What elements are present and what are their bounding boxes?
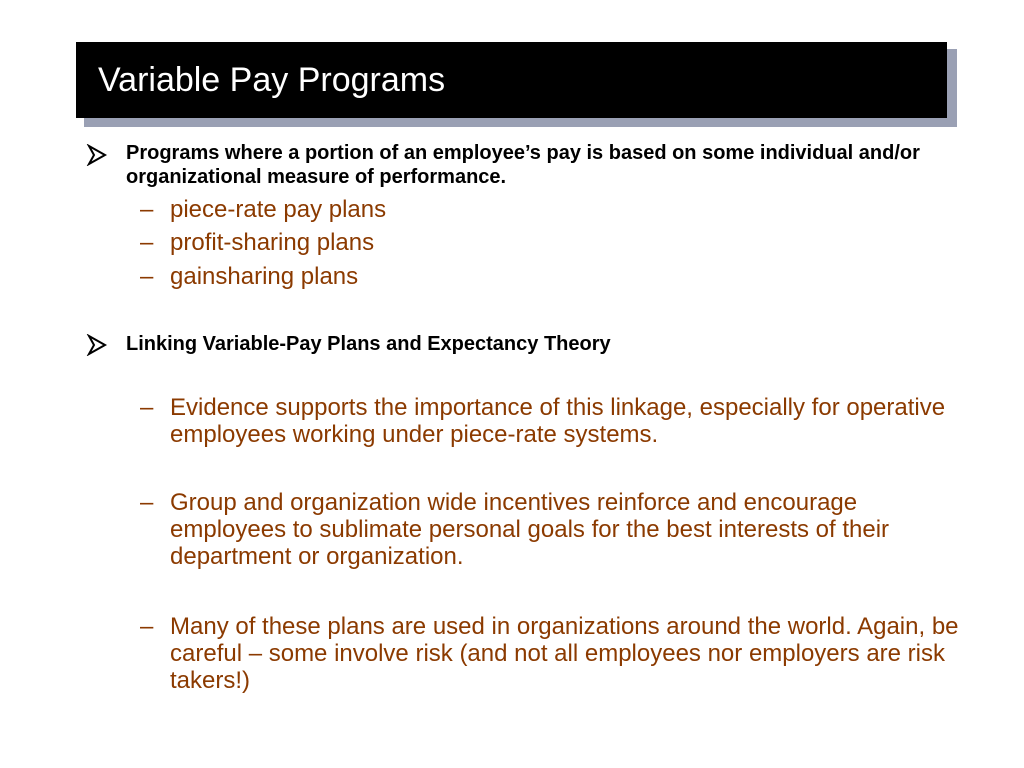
sub-item-1-1: piece-rate pay plans xyxy=(170,196,387,223)
dash-marker: – xyxy=(140,263,154,290)
dash-marker: – xyxy=(140,613,154,640)
sub-item-2-2: Group and organization wide incentives reinforce and encourage employees to sublimate personal goals for the best interests of their department or organization. xyxy=(170,489,890,570)
bullet-1-text: Programs where a portion of an employee’s pay is based on some individual and/or organizational measure of performance. xyxy=(126,142,920,188)
dash-marker: – xyxy=(140,196,154,223)
dash-marker: – xyxy=(140,394,154,421)
slide-title: Variable Pay Programs xyxy=(98,61,446,99)
sub-item-1-3: gainsharing plans xyxy=(170,263,359,290)
sub-item-1-2: profit-sharing plans xyxy=(170,229,375,256)
dash-marker: – xyxy=(140,489,154,516)
arrowhead-bullet-icon xyxy=(86,144,108,166)
arrowhead-bullet-icon xyxy=(86,334,108,356)
sub-item-2-3: Many of these plans are used in organizations around the world. Again, be careful – some involve risk (and not all employees nor employers are risk takers!) xyxy=(170,613,959,694)
dash-marker: – xyxy=(140,229,154,256)
sub-item-2-1: Evidence supports the importance of this linkage, especially for operative employees working under piece-rate systems. xyxy=(170,394,946,448)
title-bar xyxy=(76,42,947,118)
bullet-2-text: Linking Variable-Pay Plans and Expectancy Theory xyxy=(126,333,611,355)
